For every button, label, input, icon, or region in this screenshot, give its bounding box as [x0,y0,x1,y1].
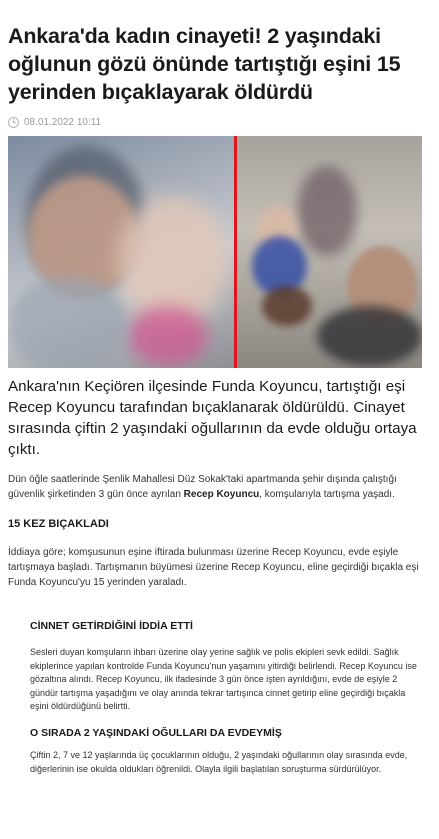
paragraph-1-text-b: , komşularıyla tartışma yaşadı. [259,489,395,500]
article-paragraph-2: İddiaya göre; komşusunun eşine iftirada bulunması üzerine Recep Koyuncu, evde eşiyle tartışmaya başladı. Tartışmanın büyümesi üzerine Recep Koyuncu, eline geçirdiği bıçakla eşi Funda Koyuncu'yu 15 yerinden yaraladı. [8,547,419,588]
publish-date: 08.01.2022 10:11 [24,117,102,128]
section-o-sirada-title: O SIRADA 2 YAŞINDAKİ OĞULLARI DA EVDEYMİŞ [30,727,282,739]
subheading-15-kez: 15 KEZ BIÇAKLADI [8,518,109,530]
section-cinnet-text: Sesleri duyan komşuların ihbarı üzerine olay yerine sağlık ve polis ekipleri sevk edildi. Sağlık ekiplerince yapılan kontrolde Funda Koyuncu'nun yaşamını yitirdiği belirlendi. Recep Koyuncu ise gözaltına alındı. Recep Koyuncu, ilk ifadesinde 3 gün önce işten ayrıldığını, evde de eşiyle 2 gündür tartışma yaşadığını ve olay anında tekrar tartışınca cinnet getirip eline geçirdiği bıçakla eşini öldürdüğünü belirtti. [30,647,417,711]
article-headline: Ankara'da kadın cinayeti! 2 yaşındaki oğlunun gözü önünde tartıştığı eşini 15 yerinden bıçaklayarak öldürdü [8,24,401,104]
photo-right-panel [237,136,422,368]
article-photo[interactable] [8,136,422,368]
paragraph-1-text-a: Dün öğle saatlerinde Şenlik Mahallesi Düz Sokak'taki apartmanda şehir dışında çalıştığı güvenlik şirketinden 3 gün önce ayrılan [8,474,397,500]
section-cinnet [30,620,422,714]
article-meta [8,117,101,128]
paragraph-1-bold: Recep Koyuncu [183,489,260,500]
article-lede: Ankara'nın Keçiören ilçesinde Funda Koyuncu, tartıştığı eşi Recep Koyuncu tarafından bıçaklanarak öldürüldü. Cinayet sırasında çiftin 2 yaşındaki oğullarının da evde olduğu ortaya çıktı. [8,378,417,458]
article-paragraph-1 [8,472,433,502]
section-o-sirada [30,727,422,776]
section-o-sirada-text: Çiftin 2, 7 ve 12 yaşlarında üç çocuklarının olduğu, 2 yaşındaki oğullarının olay sırasında evde, diğerlerinin ise okulda oldukları öğrenildi. Olayla ilgili başlatılan soruşturma sürdürülüyor. [30,750,408,774]
section-cinnet-title: CİNNET GETİRDİĞİNİ İDDİA ETTİ [30,620,193,632]
photo-left-panel [8,136,234,368]
clock-icon [8,117,19,128]
